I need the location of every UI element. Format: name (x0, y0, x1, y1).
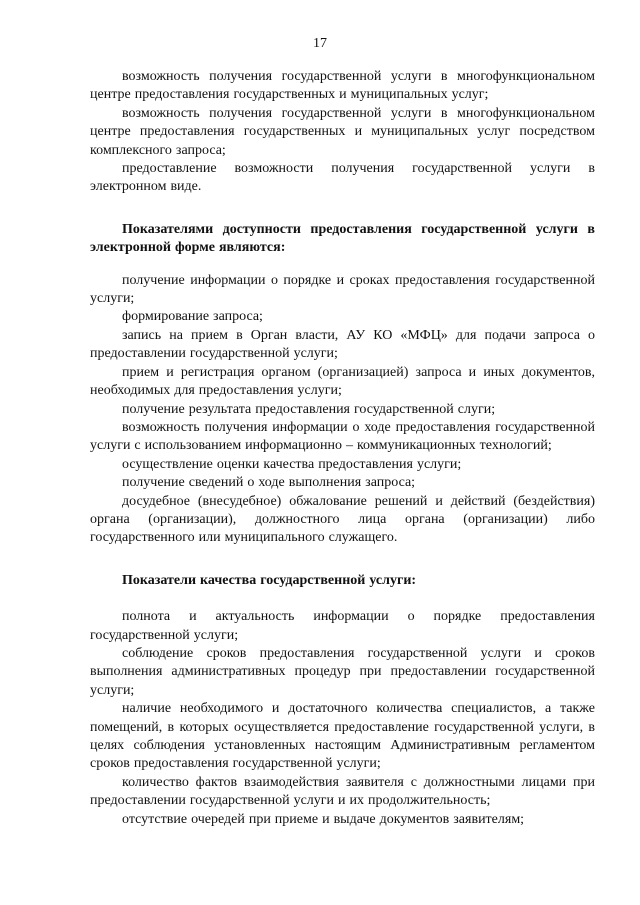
paragraph: запись на прием в Орган власти, АУ КО «МФЦ» для подачи запроса о предоставлении государственной услуги; (90, 327, 595, 362)
paragraph: осуществление оценки качества предоставления услуги; (122, 456, 462, 472)
paragraph: наличие необходимого и достаточного количества специалистов, а также помещений, в которых осуществляется предоставление государственной услуги, в целях соблюдения установленных настоящим Административным регламентом сроков предоставления государственной услуги; (90, 701, 595, 772)
paragraph: возможность получения государственной услуги в многофункциональном центре предоставления государственных и муниципальных услуг посредством комплексного запроса; (90, 105, 595, 158)
availability-options-list (90, 68, 595, 197)
paragraph: отсутствие очередей при приеме и выдаче документов заявителям; (122, 811, 525, 827)
paragraph: получение сведений о ходе выполнения запроса; (122, 475, 416, 491)
quality-indicators-list (90, 608, 595, 829)
paragraph: соблюдение сроков предоставления государственной услуги и сроков выполнения административных процедур при предоставлении государственной услуги; (90, 645, 595, 698)
paragraph: возможность получения государственной услуги в многофункциональном центре предоставления государственных и муниципальных услуг; (90, 69, 595, 103)
paragraph: формирование запроса; (122, 309, 263, 325)
paragraph: предоставление возможности получения государственной услуги в электронном виде. (90, 161, 595, 195)
paragraph: возможность получения информации о ходе предоставления государственной услуги с использованием информационно – коммуникационных технологий; (90, 419, 595, 454)
paragraph: прием и регистрация органом (организацией) запроса и иных документов, необходимых для предоставления услуги; (90, 364, 595, 399)
paragraph: количество фактов взаимодействия заявителя с должностными лицами при предоставлении государственной услуги и их продолжительность; (90, 774, 595, 809)
section-heading-quality: Показатели качества государственной услуги: (122, 572, 417, 588)
paragraph: получение результата предоставления государственной слуги; (122, 401, 496, 417)
paragraph: получение информации о порядке и сроках предоставления государственной услуги; (90, 272, 595, 307)
page-number: 17 (313, 36, 327, 51)
section-heading-accessibility: Показателями доступности предоставления государственной услуги в электронной форме являются: (90, 221, 595, 256)
accessibility-indicators-list (90, 272, 595, 548)
document-body (90, 68, 595, 829)
paragraph: полнота и актуальность информации о порядке предоставления государственной услуги; (90, 609, 595, 643)
paragraph: досудебное (внесудебное) обжалование решений и действий (бездействия) органа (организации), должностного лица органа (организации) либо государственного или муниципального служащего. (90, 493, 595, 546)
